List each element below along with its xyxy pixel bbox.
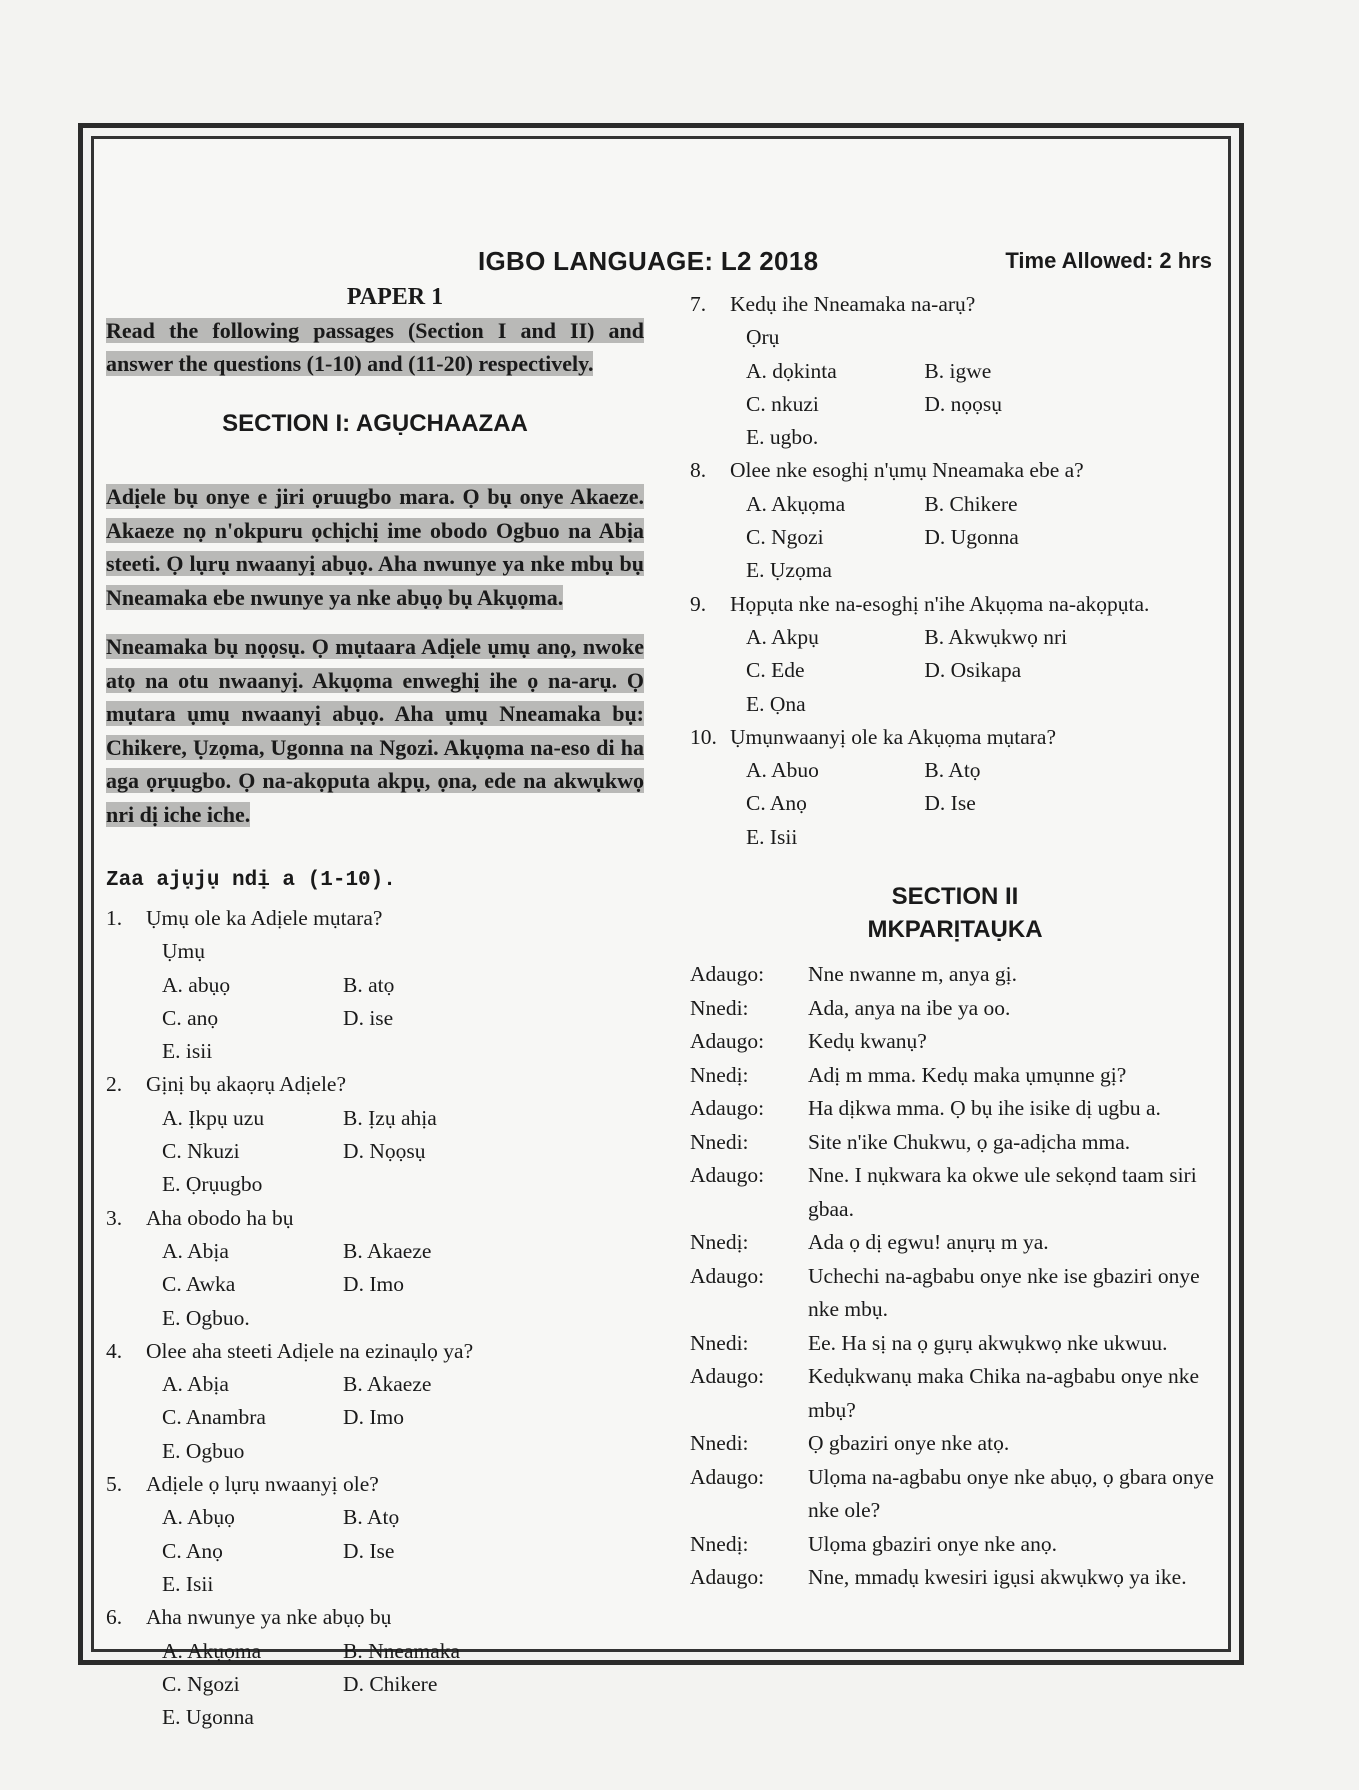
speaker-name: Adaugo: [690,962,765,987]
stem-text: Ọrụ [746,325,780,350]
exam-title: IGBO LANGUAGE: L2 2018 [478,246,819,276]
answer-option: E. Ụzọma [746,558,832,583]
answer-options [106,1635,644,1735]
answer-option: C. Anọ [162,1538,223,1563]
answer-option: D. Ugonna [924,525,1019,550]
passage-2-text: Nneamaka bụ nọọsụ. Ọ mụtaara Adịele ụmụ anọ, nwoke atọ na otu nwaanyị. Akụọma enweghị ihe ọ na-arụ. Ọ mụtara ụmụ nwaanyị abụọ. Aha ụmụ Nneamaka bụ: Chikere, Ụzọma, Ugonna na Ngozi. Akụọma na-eso di ha aga ọrụugbo. Ọ na-akọputa akpụ, ọna, ede na akwụkwọ nri dị iche iche. [106,634,644,827]
answer-options [106,969,644,1069]
answer-option: A. Abụọ [162,1505,235,1530]
question-row [106,1601,644,1634]
utterance: Kedụkwanụ maka Chika na-agbabu onye nke mbụ? [808,1364,1200,1422]
question-text: Kedụ ihe Nneamaka na-arụ? [730,292,976,316]
answer-options [106,1501,644,1601]
question-item [106,1335,644,1468]
question-item [690,454,1220,587]
answer-option: C. anọ [162,1005,219,1030]
question-text: Olee aha steeti Adịele na ezinaụlọ ya? [146,1338,474,1363]
utterance: Adị m mma. Kedụ maka ụmụnne gị? [808,1062,1127,1087]
speaker-name: Nnedi: [690,1129,749,1154]
answer-options [106,1102,644,1202]
answer-option: A. Abịa [162,1238,229,1263]
left-column [106,280,644,1734]
answer-option: E. Ugonna [162,1705,254,1730]
dialogue [690,958,1220,1595]
question-item [690,588,1220,721]
answer-option: C. Awka [162,1272,236,1297]
utterance: Ada ọ dị egwu! anụrụ m ya. [808,1230,1049,1255]
answer-option: E. isii [162,1039,213,1064]
answer-option: B. Ịzụ ahịa [343,1105,437,1130]
utterance: Kedụ kwanụ? [808,1029,927,1054]
utterance: Ada, anya na ibe ya oo. [808,995,1011,1020]
speaker-name: Nnedi: [690,995,749,1020]
answer-option: C. Ede [746,658,805,683]
paper-label: PAPER 1 [346,284,444,310]
question-number: 7. [690,292,707,316]
question-number: 5. [106,1472,123,1497]
section2-subtitle: MKPARỊTAỤKA [867,916,1043,944]
answer-option: D. Imo [343,1405,404,1430]
answer-option: E. Ogbuo. [162,1305,250,1330]
answer-option: C. Nkuzi [162,1139,240,1164]
question-item [690,721,1220,854]
answer-option: E. Isii [162,1571,214,1596]
dialogue-turn [690,958,1220,992]
answer-option: D. Osikapa [924,658,1022,683]
answer-options [690,488,1220,588]
dialogue-turn [690,1025,1220,1059]
question-row [690,454,1220,487]
question-row [106,1202,644,1235]
answer-option: E. Ogbuo [162,1438,245,1463]
dialogue-turn [690,1360,1220,1427]
answer-option: B. Atọ [343,1505,400,1530]
answer-option: B. Akwụkwọ nri [924,624,1068,649]
dialogue-turn [690,992,1220,1026]
answer-option: D. nọọsụ [924,391,1003,416]
answer-option: B. atọ [343,972,395,997]
speaker-name: Adaugo: [690,1163,765,1188]
question-item [106,1468,644,1601]
question-text: Adịele ọ lụrụ nwaanyị ole? [146,1472,379,1497]
question-row [106,1335,644,1368]
speaker-name: Nnedị: [690,1062,749,1087]
speaker-name: Adaugo: [690,1364,765,1389]
dialogue-turn [690,1528,1220,1562]
answer-option: A. dọkinta [746,358,837,383]
question-text: Aha obodo ha bụ [146,1205,294,1230]
instructions-text: Read the following passages (Section I and II) and answer the questions (1-10) and (11-20) respectively. [106,318,644,376]
answer-option: B. Chikere [924,491,1018,516]
answer-option: B. Akaeze [343,1238,432,1263]
utterance: Ọ gbaziri onye nke atọ. [808,1431,1010,1456]
question-item [690,288,1220,454]
question-item [106,1202,644,1335]
question-number: 2. [106,1072,123,1097]
question-number: 10. [690,724,717,749]
question-number: 4. [106,1338,123,1363]
answer-options [690,621,1220,721]
question-number: 8. [690,458,707,483]
answer-option: A. abụọ [162,972,231,997]
question-number: 6. [106,1605,123,1630]
answer-option: C. Anọ [746,791,807,816]
exam-header [478,246,1212,278]
answer-option: D. Chikere [343,1671,438,1696]
answer-option: D. Imo [343,1272,404,1297]
answer-option: D. Ise [924,791,976,816]
question-text: Họpụta nke na-esoghị n'ihe Akụọma na-akọpụta. [730,591,1150,616]
utterance: Ee. Ha sị na ọ gụrụ akwụkwọ nke ukwuu. [808,1330,1168,1355]
answer-option: A. Abịa [162,1372,229,1397]
question-item [106,1068,644,1201]
answer-option: B. Atọ [924,758,981,783]
answer-options [690,754,1220,854]
question-text: Aha nwunye ya nke abụọ bụ [146,1605,392,1630]
question-number: 9. [690,591,707,616]
question-row [690,288,1220,321]
speaker-name: Nnedị: [690,1230,749,1255]
speaker-name: Adaugo: [690,1263,765,1288]
question-stem [106,935,644,968]
answer-option: E. Ọrụugbo [162,1172,263,1197]
utterance: Site n'ike Chukwu, ọ ga-adịcha mma. [808,1129,1131,1154]
question-item [106,1601,644,1734]
answer-options [106,1235,644,1335]
answer-option: A. Abuo [746,758,819,783]
answer-option: C. Ngozi [162,1671,240,1696]
answer-options [690,355,1220,455]
right-column [690,288,1220,1595]
speaker-name: Nnedị: [690,1531,749,1556]
dialogue-turn [690,1561,1220,1595]
dialogue-turn [690,1260,1220,1327]
question-row [106,902,644,935]
stem-text: Ụmụ [162,939,205,964]
passage-2 [106,630,644,831]
answer-option: A. Akụọma [162,1638,262,1663]
answer-option: A. Akpụ [746,624,819,649]
question-text: Olee nke esoghị n'ụmụ Nneamaka ebe a? [730,458,1084,483]
questions-1-6 [106,902,644,1734]
answer-option: B. Akaeze [343,1372,432,1397]
dialogue-turn [690,1226,1220,1260]
speaker-name: Adaugo: [690,1029,765,1054]
time-allowed: Time Allowed: 2 hrs [1005,248,1212,273]
question-row [690,588,1220,621]
answer-option: E. Isii [746,824,798,849]
section1-title: SECTION I: AGỤCHAAZAA [222,410,528,437]
questions-subheading: Zaa ajụjụ ndị a (1-10). [106,869,396,892]
answer-option: B. igwe [924,358,992,383]
utterance: Nne, mmadụ kwesiri igụsi akwụkwọ ya ike. [808,1565,1187,1590]
utterance: Nne. I nụkwara ka okwe ule sekọnd taam siri gbaa. [808,1163,1197,1221]
utterance: Ulọma gbaziri onye nke anọ. [808,1531,1057,1556]
dialogue-turn [690,1327,1220,1361]
answer-option: A. Ịkpụ uzu [162,1105,265,1130]
speaker-name: Nnedi: [690,1431,749,1456]
answer-option: D. Ise [343,1538,395,1563]
utterance: Nne nwanne m, anya gị. [808,962,1017,987]
dialogue-turn [690,1126,1220,1160]
answer-option: B. Nneamaka [343,1638,461,1663]
answer-option: D. ise [343,1005,394,1030]
passage-1 [106,480,644,614]
answer-option: A. Akụọma [746,491,846,516]
question-text: Ụmụ ole ka Adịele mụtara? [146,906,383,930]
question-text: Gịnị bụ akaọrụ Adịele? [146,1072,347,1097]
questions-7-10 [690,288,1220,854]
question-row [690,721,1220,754]
answer-option: C. Anambra [162,1405,266,1430]
answer-option: C. nkuzi [746,391,819,416]
dialogue-turn [690,1092,1220,1126]
question-stem [690,321,1220,354]
utterance: Ha dịkwa mma. Ọ bụ ihe isike dị ugbu a. [808,1096,1161,1121]
utterance: Uchechi na-agbabu onye nke ise gbaziri onye nke mbụ. [808,1263,1200,1322]
question-text: Ụmụnwaanyị ole ka Akụọma mụtara? [730,724,1056,749]
utterance: Ulọma na-agbabu onye nke abụọ, ọ gbara onye nke ole? [808,1464,1214,1523]
question-number: 1. [106,906,123,930]
question-row [106,1468,644,1501]
speaker-name: Adaugo: [690,1096,765,1121]
instructions [106,314,644,380]
answer-option: D. Nọọsụ [343,1139,426,1164]
dialogue-turn [690,1059,1220,1093]
question-number: 3. [106,1205,123,1230]
speaker-name: Adaugo: [690,1565,765,1590]
question-row [106,1068,644,1101]
answer-option: E. Ọna [746,691,806,716]
passage-1-text: Adịele bụ onye e jiri ọruugbo mara. Ọ bụ onye Akaeze. Akaeze nọ n'okpuru ọchịchị ime obodo Ogbuo na Abịa steeti. Ọ lụrụ nwaanyị abụọ. Aha nwunye ya nke mbụ bụ Nneamaka ebe nwunye ya nke abụọ bụ Akụọma. [106,484,644,610]
speaker-name: Adaugo: [690,1464,765,1489]
question-item [106,902,644,1068]
dialogue-turn [690,1159,1220,1226]
dialogue-turn [690,1461,1220,1528]
answer-option: E. ugbo. [746,425,819,450]
dialogue-turn [690,1427,1220,1461]
answer-option: C. Ngozi [746,525,824,550]
section2-heading: SECTION II [891,883,1019,911]
section2-title [690,880,1220,946]
speaker-name: Nnedi: [690,1330,749,1355]
answer-options [106,1368,644,1468]
